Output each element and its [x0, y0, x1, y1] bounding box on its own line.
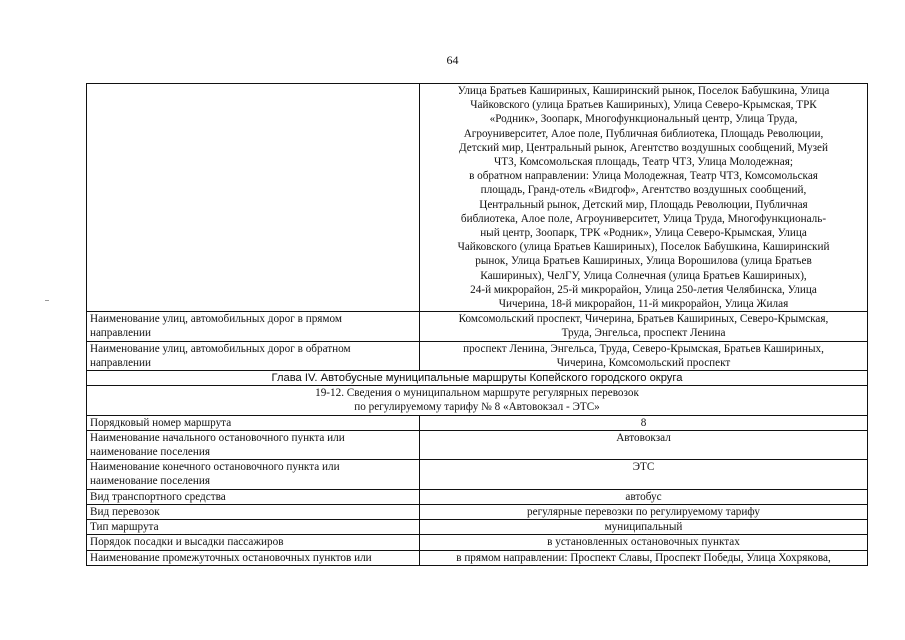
margin-mark — [45, 300, 49, 301]
row-value: в прямом направлении: Проспект Славы, Проспект Победы, Улица Хохрякова, — [420, 550, 868, 565]
table-row — [87, 460, 868, 489]
row-value: регулярные перевозки по регулируемому тарифу — [420, 504, 868, 519]
row-value — [420, 341, 868, 370]
row-label: Порядок посадки и высадки пассажиров — [87, 535, 420, 550]
table-row — [87, 312, 868, 341]
row-value: ЭТС — [420, 460, 868, 489]
stops-label-cell — [87, 84, 420, 312]
stops-line: библиотека, Алое поле, Агроуниверситет, Улица Труда, Многофункциональ- — [460, 212, 827, 225]
label-line: Наименование начального остановочного пункта или — [90, 431, 345, 444]
stops-line: 24-й микрорайон, 25-й микрорайон, Улица 250-летия Челябинска, Улица — [470, 283, 817, 296]
row-label — [87, 312, 420, 341]
table-row — [87, 550, 868, 565]
stops-line: Улица Братьев Кашириных, Каширинский рынок, Поселок Бабушкина, Улица — [457, 85, 830, 97]
stops-line: Чайковского (улица Братьев Кашириных), Поселок Бабушкина, Каширинский — [457, 241, 830, 254]
row-label: Наименование промежуточных остановочных пунктов или — [87, 550, 420, 565]
table-row — [87, 341, 868, 370]
row-value: 8 — [420, 415, 868, 430]
stops-line: Центральный рынок, Детский мир, Площадь Революции, Публичная — [479, 198, 808, 211]
table-row — [87, 520, 868, 535]
table-row — [87, 504, 868, 519]
chapter-title: Глава IV. Автобусные муниципальные маршруты Копейского городского округа — [87, 371, 868, 386]
chapter-row — [87, 371, 868, 386]
stops-cell — [420, 84, 868, 312]
section-info — [87, 386, 868, 415]
stops-line: ный центр, Зоопарк, ТРК «Родник», Улица Северо-Крымская, Улица — [480, 227, 807, 240]
label-line: направлении — [90, 356, 151, 369]
table-row — [87, 535, 868, 550]
label-line: Наименование улиц, автомобильных дорог в прямом — [90, 313, 342, 326]
stops-row — [87, 84, 868, 312]
row-value: в установленных остановочных пунктах — [420, 535, 868, 550]
label-line: Наименование улиц, автомобильных дорог в обратном — [90, 342, 351, 355]
stops-line: в обратном направлении: Улица Молодежная, Театр ЧТЗ, Комсомольская — [469, 170, 818, 183]
section-info-line: по регулируемому тарифу № 8 «Автовокзал - ЭТС» — [354, 401, 600, 414]
value-line: Комсомольский проспект, Чичерина, Братьев Кашириных, Северо-Крымская, — [458, 313, 829, 326]
row-label — [87, 460, 420, 489]
route-table — [86, 83, 868, 566]
stops-line: «Родник», Зоопарк, Многофункциональный центр, Улица Труда, — [489, 113, 798, 126]
stops-line: рынок, Улица Братьев Кашириных, Улица Ворошилова (улица Братьев — [475, 255, 812, 268]
row-value: муниципальный — [420, 520, 868, 535]
table-row — [87, 430, 868, 459]
value-line: Чичерина, Комсомольский проспект — [556, 356, 731, 369]
label-line: направлении — [90, 327, 151, 340]
row-value: Автовокзал — [420, 430, 868, 459]
stops-line: Детский мир, Центральный рынок, Агентство воздушных сообщений, Музей — [459, 141, 828, 154]
table-row — [87, 415, 868, 430]
stops-line: Чичерина, 18-й микрорайон, 11-й микрорайон, Улица Жилая — [498, 298, 789, 311]
row-value: автобус — [420, 489, 868, 504]
stops-line: площадь, Гранд-отель «Видгоф», Агентство воздушных сообщений, — [480, 184, 807, 197]
label-line: наименование поселения — [90, 475, 210, 488]
table-row — [87, 489, 868, 504]
value-line: проспект Ленина, Энгельса, Труда, Северо-Крымская, Братьев Кашириных, — [463, 342, 824, 355]
stops-line: Чайковского (улица Братьев Кашириных), Улица Северо-Крымская, ТРК — [470, 99, 817, 112]
stops-line: Кашириных), ЧелГУ, Улица Солнечная (улица Братьев Кашириных), — [480, 269, 807, 282]
row-label: Вид транспортного средства — [87, 489, 420, 504]
section-info-line: 19-12. Сведения о муниципальном маршруте регулярных перевозок — [315, 387, 639, 400]
row-label: Вид перевозок — [87, 504, 420, 519]
stops-line: ЧТЗ, Комсомольская площадь, Театр ЧТЗ, Улица Молодежная; — [494, 156, 793, 169]
row-label: Порядковый номер маршрута — [87, 415, 420, 430]
label-line: Наименование конечного остановочного пункта или — [90, 461, 340, 474]
label-line: наименование поселения — [90, 446, 210, 459]
row-label: Тип маршрута — [87, 520, 420, 535]
stops-line: Агроуниверситет, Алое поле, Публичная библиотека, Площадь Революции, — [463, 127, 824, 140]
row-label — [87, 430, 420, 459]
section-info-row — [87, 386, 868, 415]
value-line: Труда, Энгельса, проспект Ленина — [561, 327, 726, 340]
page-number: 64 — [446, 53, 459, 67]
row-label — [87, 341, 420, 370]
row-value — [420, 312, 868, 341]
